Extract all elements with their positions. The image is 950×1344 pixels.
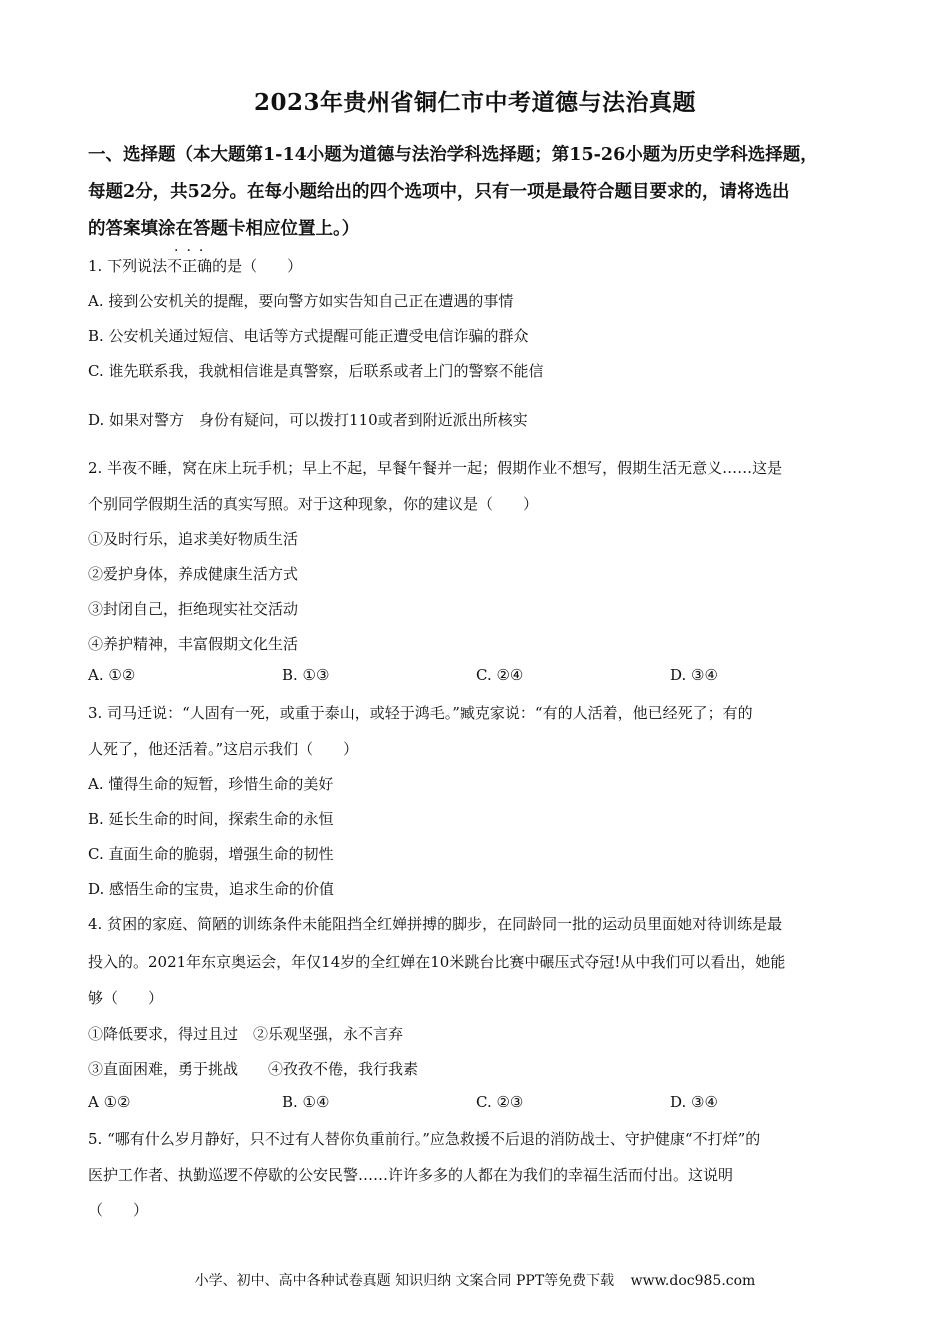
q2-stem-line-2: 个别同学假期生活的真实写照。对于这种现象，你的建议是（ ）: [88, 495, 539, 513]
q4-stem-line-3: 够（ ）: [88, 989, 164, 1007]
q3-option-a: A. 懂得生命的短暂，珍惜生命的美好: [88, 775, 334, 793]
q1-option-d: D. 如果对警方 身份有疑问，可以拨打110或者到附近派出所核实: [88, 411, 528, 429]
q3-option-b: B. 延长生命的时间，探索生命的永恒: [88, 810, 334, 828]
q2-option-d: D. ③④: [670, 666, 718, 684]
q2-option-b: B. ①③: [282, 666, 330, 684]
q2-option-c: C. ②④: [476, 666, 524, 684]
q2-option-a: A. ①②: [88, 666, 136, 684]
q2-statement-1: ①及时行乐，追求美好物质生活: [88, 530, 299, 548]
q4-stem-line-2: 投入的。2021年东京奥运会，年仅14岁的全红婵在10米跳台比赛中碾压式夺冠!从中我们可以看出，她能: [88, 953, 786, 971]
footer-link[interactable]: www.doc985.com: [630, 1273, 756, 1289]
page-footer: [0, 1270, 950, 1290]
q2-statement-3: ③封闭自己，拒绝现实社交活动: [88, 600, 299, 618]
q4-statements-3-4: ③直面困难，勇于挑战 ④孜孜不倦，我行我素: [88, 1060, 419, 1078]
section-heading-line-1: 一、选择题（本大题第1-14小题为道德与法治学科选择题；第15-26小题为历史学科选择题，: [88, 145, 818, 165]
q4-stem-line-1: 4. 贫困的家庭、简陋的训练条件未能阻挡全红婵拼搏的脚步，在同龄同一批的运动员里面她对待训练是最: [88, 915, 783, 933]
q3-stem-line-2: 人死了，他还活着。”这启示我们（ ）: [88, 740, 359, 758]
q4-statements-1-2: ①降低要求，得过且过 ②乐观坚强，永不言弃: [88, 1025, 404, 1043]
q3-stem-line-1: 3. 司马迁说：“人固有一死，或重于泰山，或轻于鸿毛。”臧克家说：“有的人活着，他已经死了；有的: [88, 704, 753, 722]
emphasis-dots: ···: [174, 243, 212, 259]
q4-option-b: B. ①④: [282, 1093, 330, 1111]
q2-statement-2: ②爱护身体，养成健康生活方式: [88, 565, 299, 583]
q5-stem-line-3: （ ）: [88, 1201, 149, 1219]
q3-option-c: C. 直面生命的脆弱，增强生命的韧性: [88, 845, 334, 863]
q4-option-a: A ①②: [88, 1093, 131, 1111]
q1-stem: 1. 下列说法不正确的是（ ）: [88, 257, 303, 275]
q2-statement-4: ④养护精神，丰富假期文化生活: [88, 635, 299, 653]
exam-title: 2023年贵州省铜仁市中考道德与法治真题: [253, 89, 696, 116]
section-heading-line-3: 的答案填涂在答题卡相应位置上。）: [88, 219, 360, 239]
q5-stem-line-2: 医护工作者、执勤巡逻不停歇的公安民警……许许多多的人都在为我们的幸福生活而付出。这说明: [88, 1166, 734, 1184]
q1-option-c: C. 谁先联系我，我就相信谁是真警察，后联系或者上门的警察不能信: [88, 362, 544, 380]
footer-text: 小学、初中、高中各种试卷真题 知识归纳 文案合同 PPT等免费下载: [194, 1273, 615, 1289]
q4-option-c: C. ②③: [476, 1093, 524, 1111]
q1-option-a: A. 接到公安机关的提醒，要向警方如实告知自己正在遭遇的事情: [88, 292, 514, 310]
q2-stem-line-1: 2. 半夜不睡，窝在床上玩手机；早上不起，早餐午餐并一起；假期作业不想写，假期生活无意义……这是: [88, 459, 783, 477]
q5-stem-line-1: 5. “哪有什么岁月静好，只不过有人替你负重前行。”应急救援不后退的消防战士、守护健康“不打烊”的: [88, 1130, 761, 1148]
q4-option-d: D. ③④: [670, 1093, 718, 1111]
section-heading-line-2: 每题2分，共52分。在每小题给出的四个选项中，只有一项是最符合题目要求的，请将选出: [88, 182, 790, 202]
q1-option-b: B. 公安机关通过短信、电话等方式提醒可能正遭受电信诈骗的群众: [88, 327, 529, 345]
q3-option-d: D. 感悟生命的宝贵，追求生命的价值: [88, 880, 335, 898]
